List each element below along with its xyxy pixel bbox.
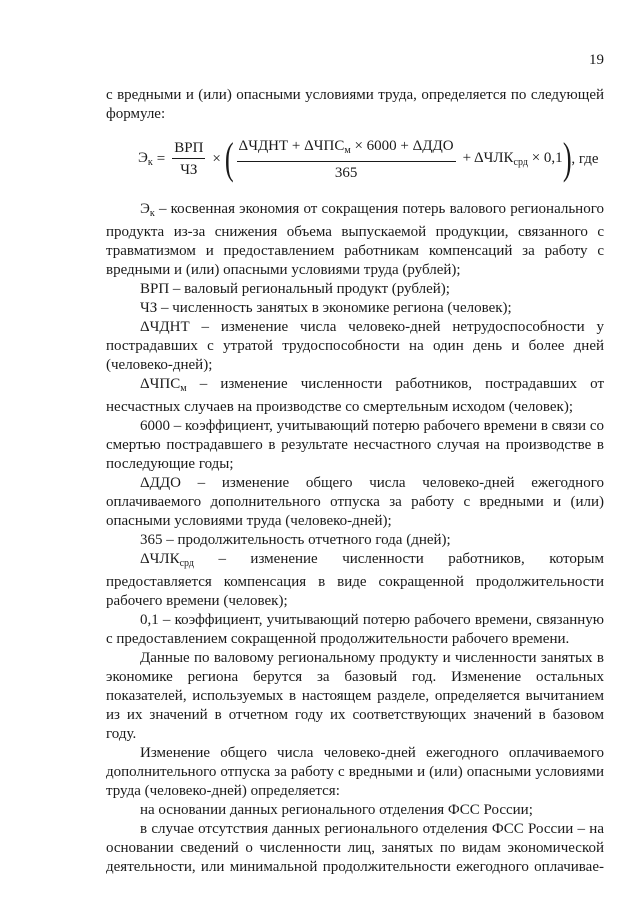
paragraph-fss-data: на основании данных регионального отделения ФСС России;: [140, 802, 533, 818]
formula-where: , где: [571, 150, 599, 167]
formula-ek: [106, 126, 604, 192]
formula-lhs: $Э_к$: [138, 150, 153, 168]
definition-chdnt: ΔЧДНТ – изменение числа человеко-дней нетрудоспособности у пострадавших с утратой трудоспособности на один день и более дней (человеко-дней);: [106, 319, 604, 373]
definition-chlk: $\Delta ЧЛК_{срд}$ – изменение численности работников, которым предоставляется компенсация в виде сокращенной продолжительности рабочего времени (человек);: [106, 551, 604, 609]
formula-times: ×: [212, 150, 221, 167]
paragraph-ddo-determination: Изменение общего числа человеко-дней ежегодного оплачиваемого дополнительного отпуска за работу с вредными и (или) опасными условиями труда (человеко-дней) определяется:: [106, 745, 604, 799]
definition-6000: 6000 – коэффициент, учитывающий потерю рабочего времени в связи со смертью пострадавшего в результате несчастного случая на производстве в последующие годы;: [106, 418, 604, 472]
page-number: 19: [589, 52, 604, 68]
definition-0-1: 0,1 – коэффициент, учитывающий потерю рабочего времени, связанную с предоставлением сокращенной продолжительности рабочего времени.: [106, 612, 604, 647]
fraction-vrp-chz: [172, 139, 205, 179]
definition-chz: ЧЗ – численность занятых в экономике региона (человек);: [140, 300, 512, 316]
definition-ek: $Э_к$ – косвенная экономия от сокращения потерь валового регионального продукта из-за снижения объема выпускаемой продукции, связанного с травматизмом и предоставлением работникам компенсаций за работу с вредными и (или) опасными условиями труда (рублей);: [106, 201, 604, 278]
paragraph-base-year: Данные по валовому региональному продукту и численности занятых в экономике региона берутся за базовый год. Изменение остальных показателей, используемых в настоящем разделе, определяется вычитанием из их значений в отчетном году их соответствующих значений в базовом году.: [106, 650, 604, 742]
intro-paragraph: с вредными и (или) опасными условиями труда, определяется по следующей формуле:: [106, 87, 604, 122]
fraction-main: [237, 137, 456, 182]
definition-ddo: ΔДДО – изменение общего числа человеко-дней ежегодного оплачиваемого дополнительного отпуска за работу с вредными и (или) опасными условиями труда (человеко-дней);: [106, 475, 604, 529]
formula-plus-term: + $\Delta ЧЛК_{срд} \times 0,1$: [462, 150, 563, 168]
fraction-denominator: ЧЗ: [180, 162, 198, 178]
left-paren: (: [224, 134, 234, 183]
definition-365: 365 – продолжительность отчетного года (дней);: [140, 532, 451, 548]
definition-chps: $\Delta ЧПС_м$ – изменение численности работников, пострадавших от несчастных случаев на производстве со смертельным исходом (человек);: [106, 376, 604, 415]
formula-equals: =: [156, 150, 166, 167]
fraction-denominator: 365: [334, 164, 358, 181]
fraction-numerator: ΔЧДНТ + $\Delta ЧПС_м \times 6000 + \Delta ДДО$: [237, 137, 456, 162]
paragraph-fss-absent: в случае отсутствия данных регионального отделения ФСС России – на основании сведений о численности лиц, занятых по видам экономической деятельности, или минимальной продолжительности ежегодного оплачивае-: [106, 821, 604, 875]
fraction-numerator: ВРП: [172, 139, 205, 159]
document-body: [106, 86, 604, 877]
definition-vrp: ВРП – валовый региональный продукт (рублей);: [140, 281, 450, 297]
right-paren: ): [562, 134, 572, 183]
